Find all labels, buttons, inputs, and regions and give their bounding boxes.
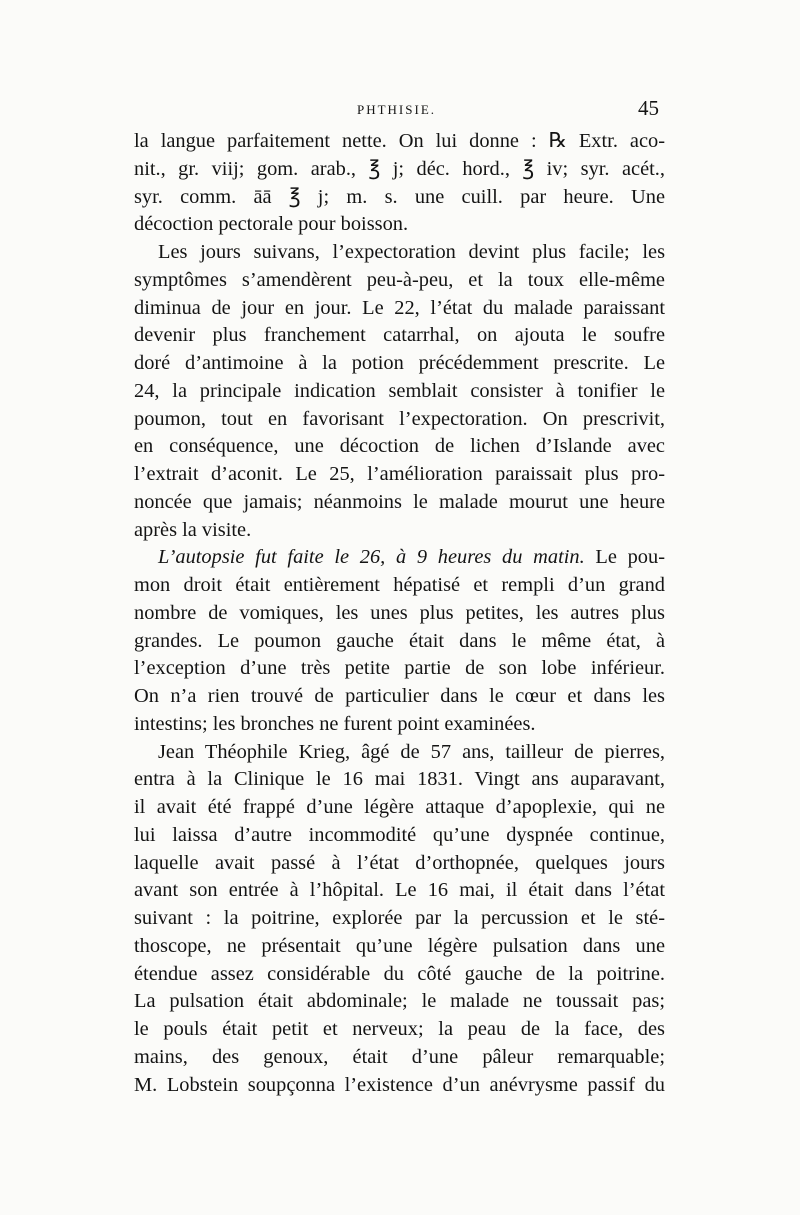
text-line: mon droit était entièrement hépatisé et rempli d’un grand bbox=[134, 574, 665, 596]
text-line: nit., gr. viij; gom. arab., ℥ j; déc. hord., ℥ iv; syr. acét., bbox=[134, 157, 665, 180]
page-body bbox=[134, 128, 665, 1099]
text-line: thoscope, ne présentait qu’une légère pulsation dans une bbox=[134, 934, 665, 957]
text-line-rest: Le pou- bbox=[584, 546, 665, 569]
text-line bbox=[134, 544, 665, 572]
text-line: décoction pectorale pour boisson. bbox=[134, 213, 409, 236]
text-line: l’exception d’une très petite partie de son lobe inférieur. bbox=[134, 657, 665, 680]
text-line: étendue assez considérable du côté gauche de la poitrine. bbox=[134, 962, 665, 985]
text-line: M. Lobstein soupçonna l’existence d’un anévrysme passif du bbox=[134, 1073, 665, 1096]
text-line: diminua de jour en jour. Le 22, l’état du malade paraissant bbox=[134, 296, 665, 319]
text-line: noncée que jamais; néanmoins le malade mourut une heure bbox=[134, 490, 665, 513]
text-line: entra à la Clinique le 16 mai 1831. Vingt ans auparavant, bbox=[134, 768, 665, 791]
text-line: la langue parfaitement nette. On lui donne : ℞ Extr. aco- bbox=[134, 130, 665, 152]
text-line: La pulsation était abdominale; le malade ne toussait pas; bbox=[134, 990, 665, 1013]
text-line: en conséquence, une décoction de lichen d’Islande avec bbox=[134, 435, 665, 458]
text-line: Jean Théophile Krieg, âgé de 57 ans, tailleur de pierres, bbox=[158, 740, 665, 763]
text-line: symptômes s’amendèrent peu-à-peu, et la toux elle-même bbox=[134, 268, 665, 291]
text-line: On n’a rien trouvé de particulier dans le cœur et dans les bbox=[134, 685, 665, 707]
text-line: intestins; les bronches ne furent point examinées. bbox=[134, 712, 536, 735]
text-line: avant son entrée à l’hôpital. Le 16 mai, il était dans l’état bbox=[134, 879, 665, 902]
text-line: mains, des genoux, était d’une pâleur remarquable; bbox=[134, 1045, 665, 1068]
text-line: suivant : la poitrine, explorée par la percussion et le sté- bbox=[134, 907, 665, 929]
text-line: 24, la principale indication semblait consister à tonifier le bbox=[134, 379, 665, 402]
text-line: nombre de vomiques, les unes plus petites, les autres plus bbox=[134, 601, 665, 624]
page-number: 45 bbox=[638, 96, 659, 120]
autopsy-heading: L’autopsie fut faite le 26, à 9 heures du matin. bbox=[158, 546, 585, 569]
text-line: doré d’antimoine à la potion précédemment prescrite. Le bbox=[134, 352, 665, 374]
text-line: après la visite. bbox=[134, 518, 252, 541]
text-line: il avait été frappé d’une légère attaque d’apoplexie, qui ne bbox=[134, 796, 665, 818]
text-line: le pouls était petit et nerveux; la peau de la face, des bbox=[134, 1018, 665, 1040]
running-head: PHTHISIE. bbox=[356, 102, 437, 117]
text-line: devenir plus franchement catarrhal, on ajouta le soufre bbox=[134, 324, 665, 347]
text-line: lui laissa d’autre incommodité qu’une dyspnée continue, bbox=[134, 823, 665, 846]
text-line: l’extrait d’aconit. Le 25, l’amélioration paraissait plus pro- bbox=[134, 463, 665, 485]
text-line: poumon, tout en favorisant l’expectoration. On prescrivit, bbox=[134, 407, 665, 430]
text-line: grandes. Le poumon gauche était dans le même état, à bbox=[134, 629, 665, 652]
text-line: Les jours suivans, l’expectoration devint plus facile; les bbox=[158, 241, 665, 263]
page-header bbox=[134, 96, 659, 126]
text-line: syr. comm. āā ℥ j; m. s. une cuill. par heure. Une bbox=[134, 185, 665, 208]
text-line: laquelle avait passé à l’état d’orthopnée, quelques jours bbox=[134, 851, 665, 874]
